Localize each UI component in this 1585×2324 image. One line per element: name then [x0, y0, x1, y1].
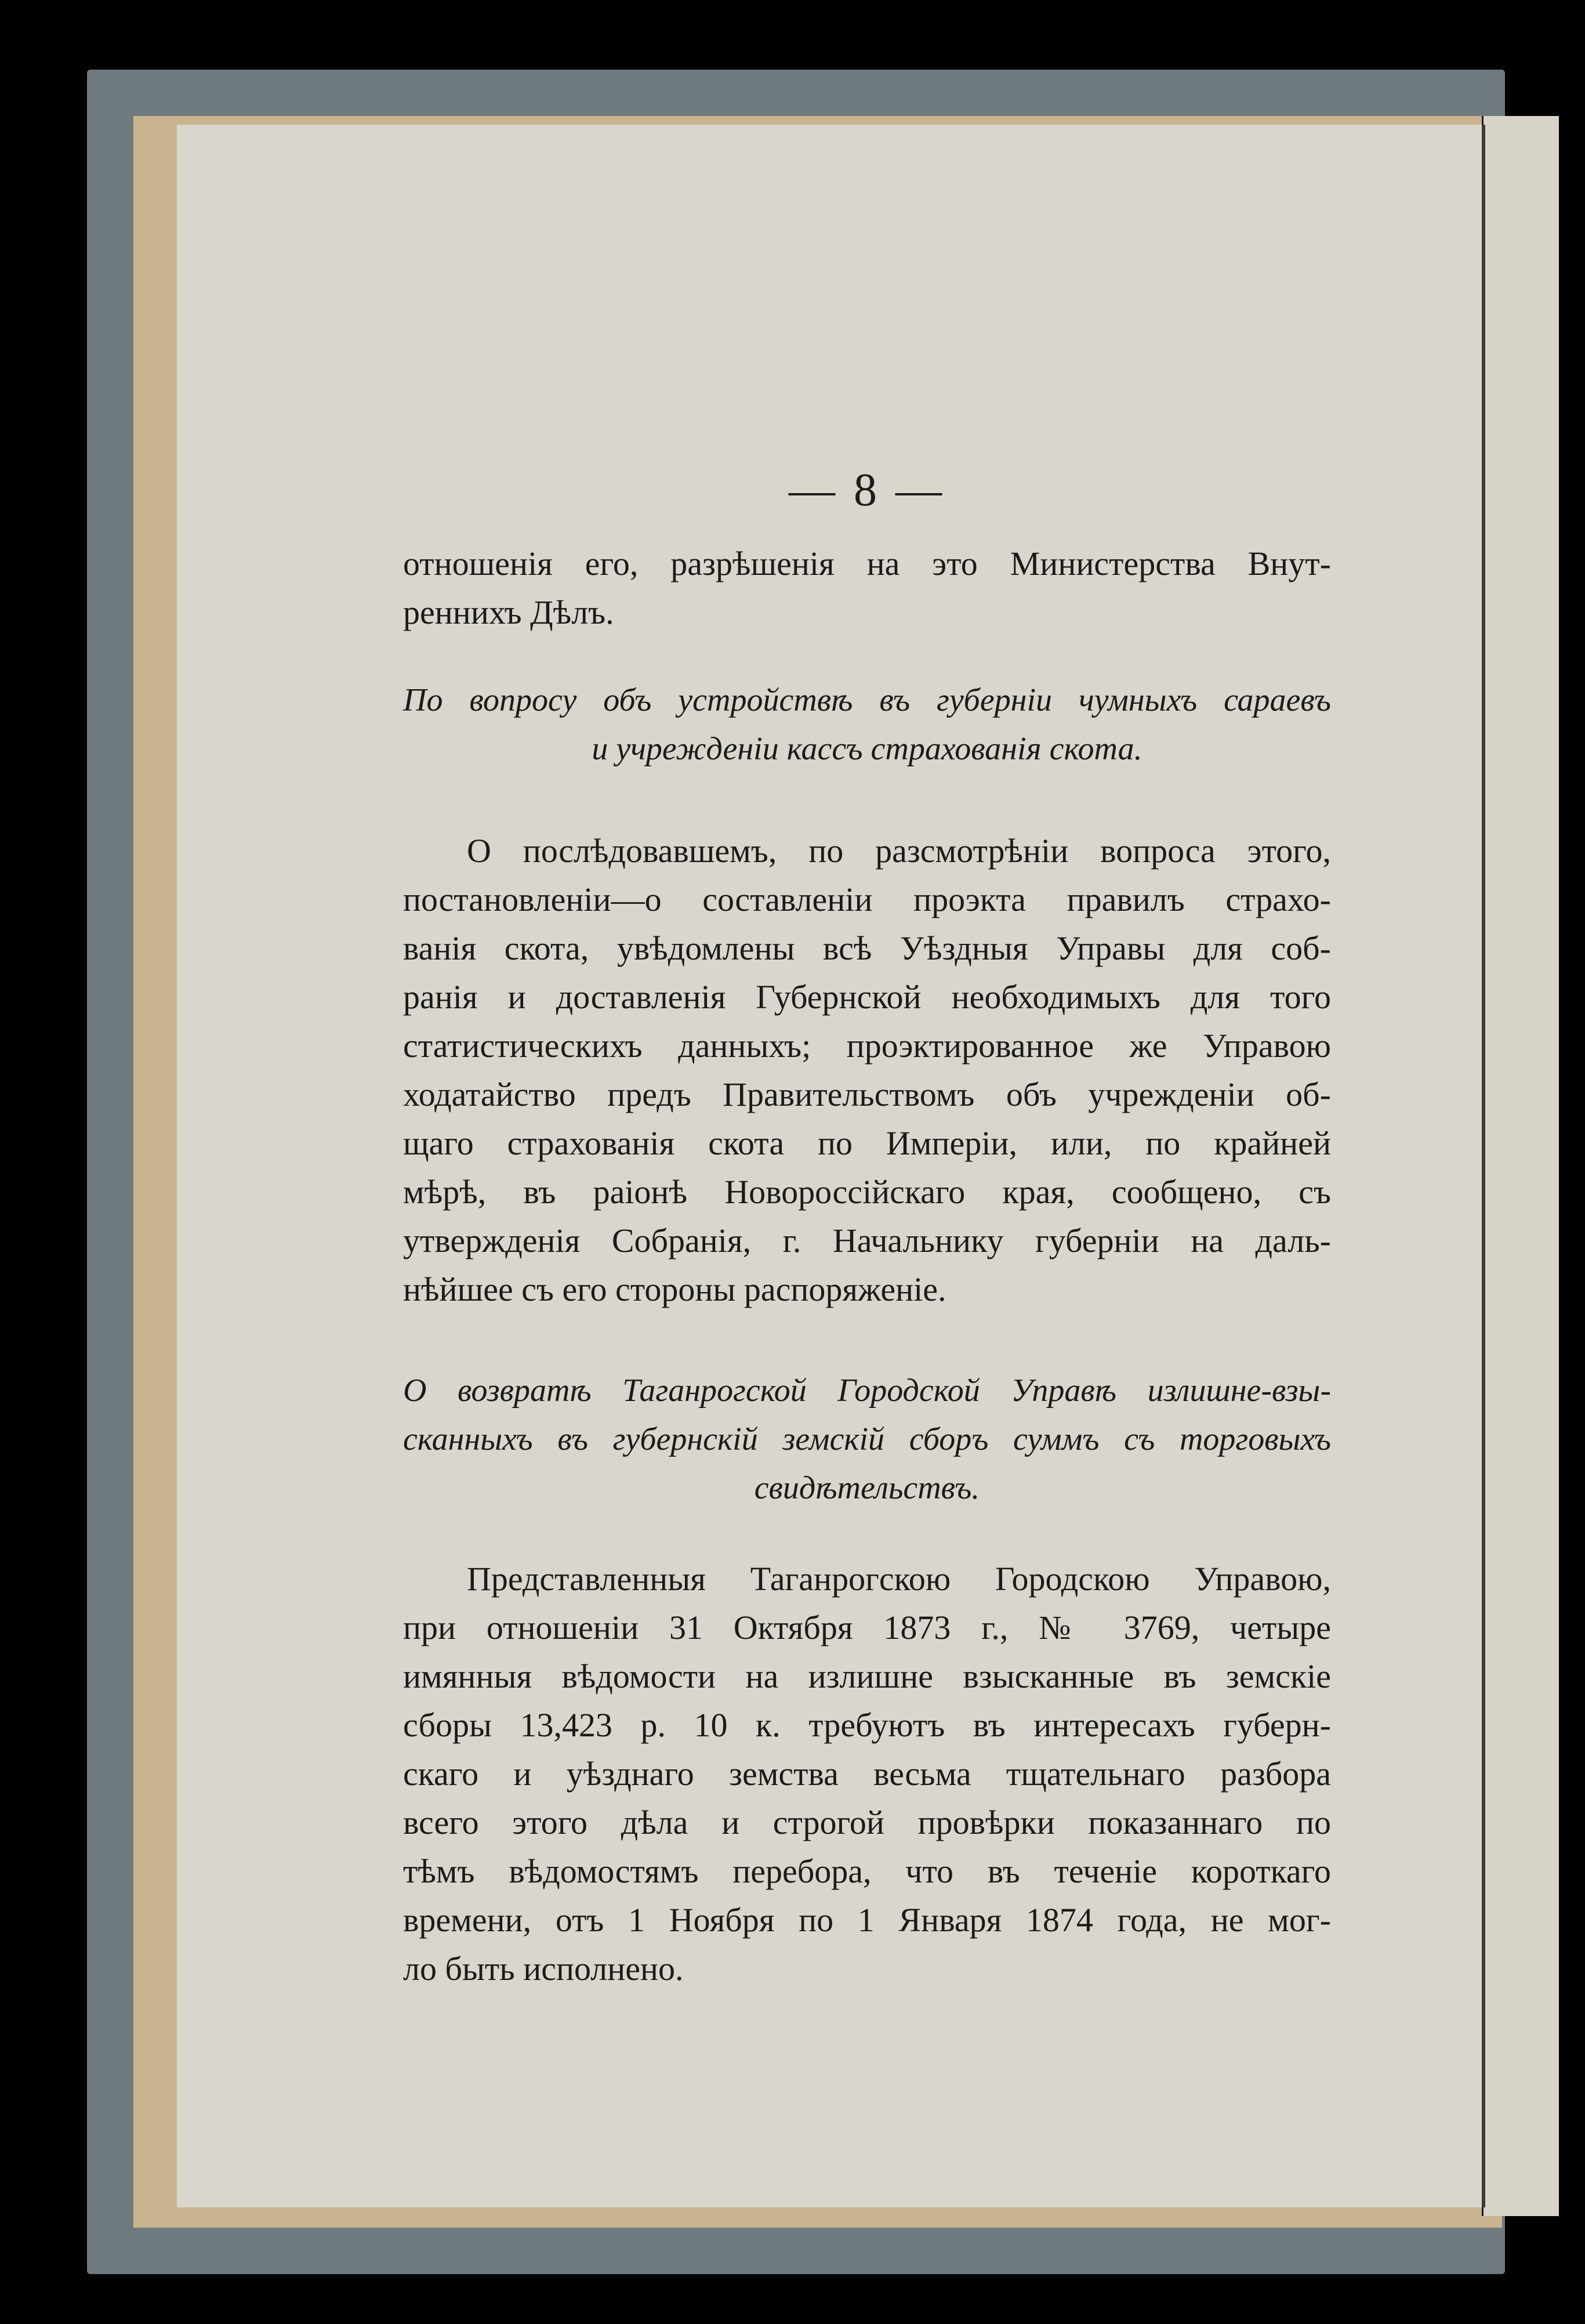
paragraph-cattle-insurance — [403, 827, 1331, 1314]
text-line: Представленныя Таганрогскою Городскою Управою, — [467, 1560, 1331, 1598]
text-line: ходатайство предъ Правительствомъ объ учрежденіи об- — [403, 1076, 1331, 1113]
book-page — [177, 125, 1485, 2207]
text-line: утвержденія Собранія, г. Начальнику губерніи на даль- — [403, 1222, 1331, 1259]
text-line: времени, отъ 1 Ноября по 1 Января 1874 года, не мог- — [403, 1901, 1331, 1939]
text-line: щаго страхованія скота по Имперіи, или, по крайней — [403, 1124, 1331, 1162]
heading-line: О возвратѣ Таганрогской Городской Управѣ излишне-взы- — [403, 1373, 1331, 1409]
text-line: статистическихъ данныхъ; проэктированное же Управою — [403, 1027, 1331, 1065]
heading-line: По вопросу объ устройствѣ въ губерніи чумныхъ сараевъ — [403, 682, 1331, 718]
text-line: нѣйшее съ его стороны распоряженіе. — [403, 1270, 946, 1308]
text-line: О послѣдовавшемъ, по разсмотрѣніи вопроса этого, — [467, 832, 1331, 870]
text-line: постановленіи—о составленіи проэкта правилъ страхо- — [403, 881, 1331, 918]
heading-line: и учрежденіи кассъ страхованія скота. — [592, 731, 1142, 767]
text-line: ранія и доставленія Губернской необходимыхъ для того — [403, 978, 1331, 1016]
heading-line: сканныхъ въ губернскій земскій сборъ суммъ съ торговыхъ — [403, 1421, 1331, 1457]
paragraph-continued — [403, 540, 1331, 637]
adjacent-page-edge — [1482, 116, 1559, 2216]
text-line: скаго и уѣзднаго земства весьма тщательнаго разбора — [403, 1755, 1331, 1793]
page-number: — 8 — — [789, 465, 945, 516]
text-line: тѣмъ вѣдомостямъ перебора, что въ теченіе короткаго — [403, 1852, 1331, 1890]
paragraph-taganrog-statements — [403, 1555, 1331, 1993]
text-line: отношенія его, разрѣшенія на это Министерства Внут- — [403, 545, 1331, 582]
heading-line: свидѣтельствъ. — [754, 1470, 980, 1506]
text-line: при отношеніи 31 Октября 1873 г., № 3769, четыре — [403, 1609, 1331, 1646]
text-line: ванія скота, увѣдомлены всѣ Уѣздныя Управы для соб- — [403, 929, 1331, 967]
section-heading-plague-sheds — [403, 676, 1331, 773]
text-line: ло быть исполнено. — [403, 1950, 684, 1988]
text-line: сборы 13,423 р. 10 к. требуютъ въ интересахъ губерн- — [403, 1706, 1331, 1744]
section-heading-taganrog-refund — [403, 1366, 1331, 1512]
text-line: реннихъ Дѣлъ. — [403, 593, 614, 631]
text-line: имянныя вѣдомости на излишне взысканные въ земскіе — [403, 1657, 1331, 1695]
text-line: мѣрѣ, въ раіонѣ Новороссійскаго края, сообщено, съ — [403, 1173, 1331, 1211]
text-line: всего этого дѣла и строгой провѣрки показаннаго по — [403, 1804, 1331, 1841]
